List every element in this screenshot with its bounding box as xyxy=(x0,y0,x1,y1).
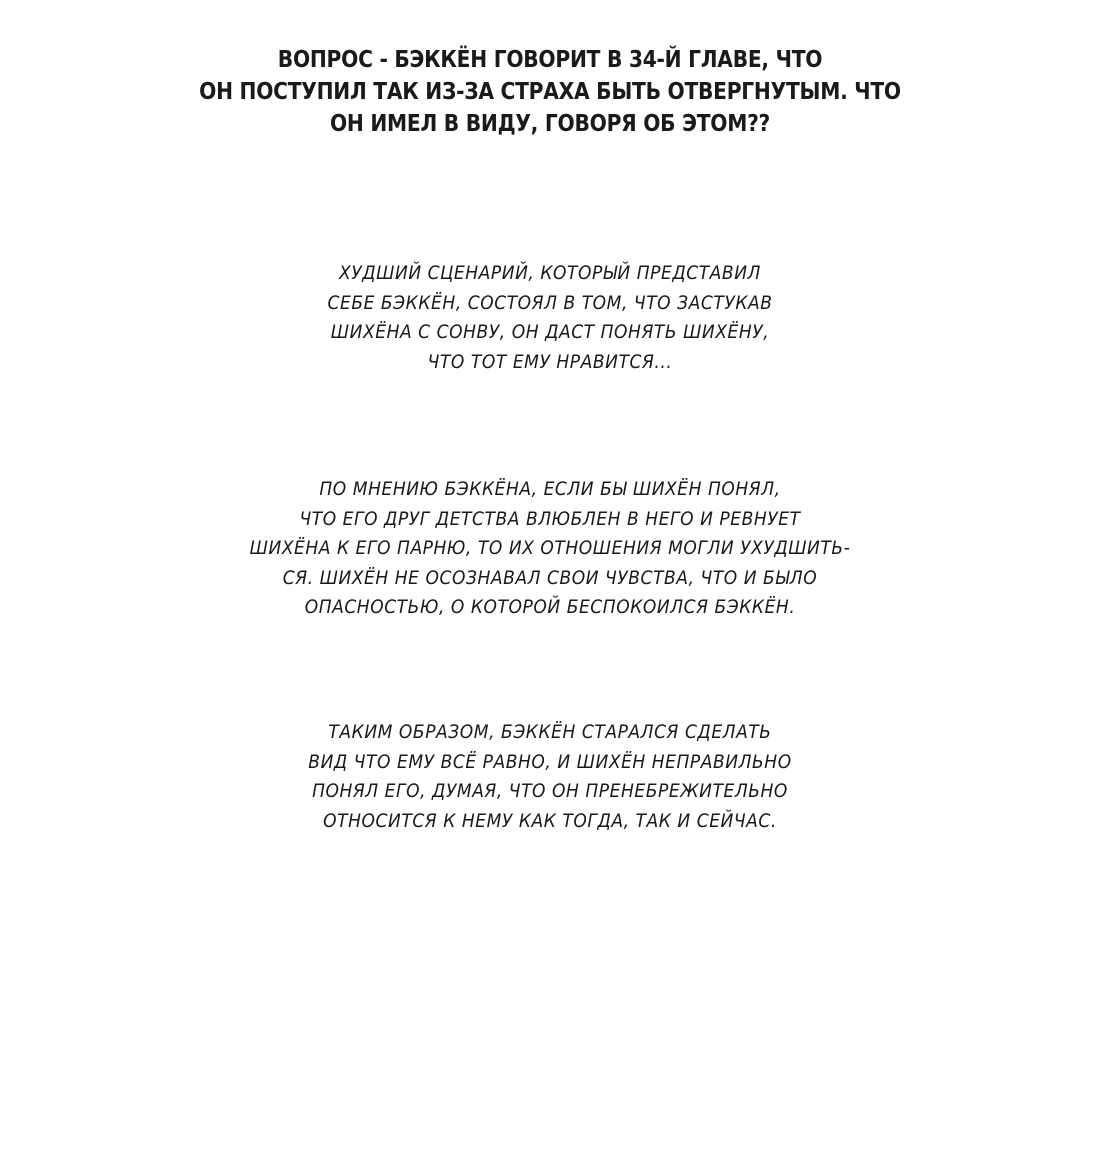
answer-line: ШИХЁНА С СОНВУ, ОН ДАСТ ПОНЯТЬ ШИХЁНУ, xyxy=(330,321,770,343)
answer-line: ХУДШИЙ СЦЕНАРИЙ, КОТОРЫЙ ПРЕДСТАВИЛ xyxy=(339,262,761,284)
answer-line: ОПАСНОСТЬЮ, О КОТОРОЙ БЕСПОКОИЛСЯ БЭККЁН. xyxy=(304,596,796,618)
answer-line: ЧТО ТОТ ЕМУ НРАВИТСЯ... xyxy=(427,350,673,373)
question-line: ОН ИМЕЛ В ВИДУ, ГОВОРЯ ОБ ЭТОМ?? xyxy=(329,111,771,137)
answer-line: СЕБЕ БЭККЁН, СОСТОЯЛ В ТОМ, ЧТО ЗАСТУКАВ xyxy=(327,291,773,314)
answer-line: ПОНЯЛ ЕГО, ДУМАЯ, ЧТО ОН ПРЕНЕБРЕЖИТЕЛЬНО xyxy=(312,780,788,802)
answer-paragraph-2 xyxy=(55,475,1045,623)
answer-line: СЯ. ШИХЁН НЕ ОСОЗНАВАЛ СВОИ ЧУВСТВА, ЧТО И БЫЛО xyxy=(282,566,818,589)
answer-line: ЧТО ЕГО ДРУГ ДЕТСТВА ВЛЮБЛЕН В НЕГО И РЕВНУЕТ xyxy=(299,507,801,530)
answer-line: ШИХЁНА К ЕГО ПАРНЮ, ТО ИХ ОТНОШЕНИЯ МОГЛИ УХУДШИТЬ- xyxy=(249,537,851,559)
question-heading xyxy=(66,44,1034,140)
question-line: ВОПРОС - БЭККЁН ГОВОРИТ В 34-Й ГЛАВЕ, ЧТО xyxy=(277,47,823,73)
answer-line: ВИД ЧТО ЕМУ ВСЁ РАВНО, И ШИХЁН НЕПРАВИЛЬНО xyxy=(308,750,792,773)
answer-paragraph-3 xyxy=(55,718,1045,836)
answer-paragraph-1 xyxy=(55,259,1045,377)
answer-line: ТАКИМ ОБРАЗОМ, БЭККЁН СТАРАЛСЯ СДЕЛАТЬ xyxy=(328,721,772,743)
question-line: ОН ПОСТУПИЛ ТАК ИЗ-ЗА СТРАХА БЫТЬ ОТВЕРГНУТЫМ. ЧТО xyxy=(199,79,901,105)
answer-line: ОТНОСИТСЯ К НЕМУ КАК ТОГДА, ТАК И СЕЙЧАС. xyxy=(323,809,777,832)
answer-line: ПО МНЕНИЮ БЭККЁНА, ЕСЛИ БЫ ШИХЁН ПОНЯЛ, xyxy=(319,478,781,500)
